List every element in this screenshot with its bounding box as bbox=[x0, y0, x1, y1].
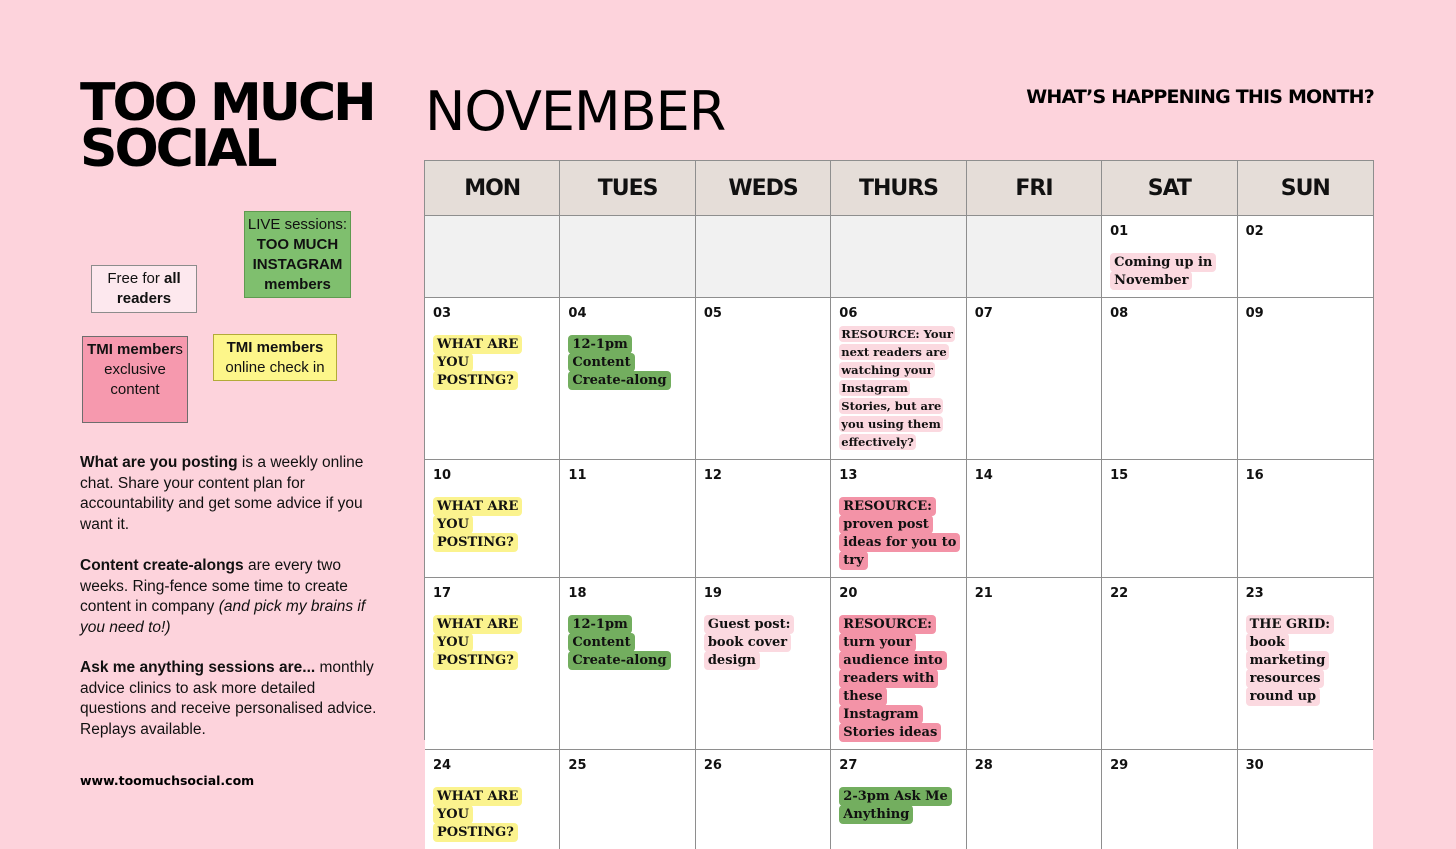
calendar-day-cell[interactable] bbox=[1102, 578, 1237, 750]
calendar-day-cell[interactable] bbox=[831, 216, 966, 298]
month-title: NOVEMBER bbox=[425, 80, 726, 143]
day-number: 11 bbox=[568, 468, 587, 483]
description-text: is a weekly online chat. Share your content plan for accountability and get some advice if you want it. bbox=[80, 454, 364, 533]
brand-logo-text: TOO MUCH SOCIAL bbox=[80, 73, 374, 179]
calendar-day-cell[interactable] bbox=[1102, 216, 1237, 298]
legend-tmi-check-in bbox=[213, 334, 337, 381]
day-header: THURS bbox=[831, 161, 966, 216]
legend-tmi-bold: TMI member bbox=[87, 341, 176, 358]
description-italic: (and pick my brains if you need to!) bbox=[80, 598, 366, 636]
calendar-day-cell[interactable] bbox=[560, 298, 695, 460]
calendar-day-cell[interactable] bbox=[696, 298, 831, 460]
event-label[interactable]: Coming up in November bbox=[1110, 253, 1216, 290]
calendar-day-cell[interactable] bbox=[696, 460, 831, 578]
day-number: 09 bbox=[1245, 306, 1264, 321]
legend-live-bold: TOO MUCH INSTAGRAM members bbox=[252, 236, 343, 293]
calendar-day-cell[interactable] bbox=[696, 750, 831, 849]
day-number: 27 bbox=[839, 758, 858, 773]
day-number: 25 bbox=[568, 758, 587, 773]
day-number: 23 bbox=[1245, 586, 1264, 601]
description-content-create-alongs bbox=[80, 556, 380, 638]
calendar-day-cell[interactable] bbox=[831, 460, 966, 578]
description-bold: What are you posting bbox=[80, 454, 238, 471]
calendar-day-cell[interactable] bbox=[696, 578, 831, 750]
day-number: 14 bbox=[974, 468, 993, 483]
legend-live-sessions bbox=[244, 211, 351, 298]
legend-free-bold: all readers bbox=[116, 270, 181, 307]
day-header: WEDS bbox=[696, 161, 831, 216]
calendar-day-cell[interactable] bbox=[831, 578, 966, 750]
day-number: 13 bbox=[839, 468, 858, 483]
calendar-day-cell[interactable] bbox=[560, 216, 695, 298]
event-label[interactable]: RESOURCE: proven post ideas for you to try bbox=[839, 497, 960, 570]
calendar-day-cell[interactable] bbox=[967, 216, 1102, 298]
calendar-day-cell[interactable] bbox=[967, 460, 1102, 578]
event-label[interactable]: WHAT ARE YOU POSTING? bbox=[433, 615, 522, 670]
day-number: 06 bbox=[839, 306, 858, 321]
day-number: 22 bbox=[1110, 586, 1129, 601]
legend-free-for-all bbox=[91, 265, 197, 313]
calendar-grid bbox=[424, 160, 1374, 840]
day-header: SAT bbox=[1102, 161, 1237, 216]
description-what-are-you-posting bbox=[80, 453, 380, 535]
legend-tmi-exclusive bbox=[82, 336, 188, 423]
calendar-day-cell[interactable] bbox=[831, 298, 966, 460]
day-header: TUES bbox=[560, 161, 695, 216]
day-number: 18 bbox=[568, 586, 587, 601]
description-text: are every two weeks. Ring-fence some time to create content in company bbox=[80, 557, 348, 615]
event-label[interactable]: 12-1pm Content Create-along bbox=[568, 615, 670, 670]
calendar-day-cell[interactable] bbox=[425, 460, 560, 578]
calendar-day-cell[interactable] bbox=[1102, 460, 1237, 578]
event-label[interactable]: THE GRID: book marketing resources round up bbox=[1246, 615, 1334, 706]
calendar-day-cell[interactable] bbox=[560, 750, 695, 849]
day-number: 29 bbox=[1110, 758, 1129, 773]
calendar-day-cell[interactable] bbox=[425, 216, 560, 298]
calendar-day-cell[interactable] bbox=[1238, 216, 1373, 298]
day-number: 30 bbox=[1245, 758, 1264, 773]
day-number: 24 bbox=[433, 758, 452, 773]
event-label[interactable]: WHAT ARE YOU POSTING? bbox=[433, 787, 522, 842]
event-label[interactable]: 2-3pm Ask Me Anything bbox=[839, 787, 951, 824]
day-header: FRI bbox=[967, 161, 1102, 216]
event-label[interactable]: RESOURCE: Your next readers are watching your Instagram Stories, but are you using them effectively? bbox=[841, 327, 953, 449]
day-number: 17 bbox=[433, 586, 452, 601]
event-label[interactable]: WHAT ARE YOU POSTING? bbox=[433, 335, 522, 390]
event-label[interactable]: WHAT ARE YOU POSTING? bbox=[433, 497, 522, 552]
day-number: 19 bbox=[703, 586, 722, 601]
day-number: 05 bbox=[703, 306, 722, 321]
calendar-day-cell[interactable] bbox=[425, 578, 560, 750]
day-number: 20 bbox=[839, 586, 858, 601]
day-number: 02 bbox=[1245, 224, 1264, 239]
calendar-day-cell[interactable] bbox=[831, 750, 966, 849]
description-ask-me-anything bbox=[80, 658, 380, 740]
day-number: 04 bbox=[568, 306, 587, 321]
day-number: 21 bbox=[974, 586, 993, 601]
calendar-day-cell[interactable] bbox=[1102, 750, 1237, 849]
event-label[interactable]: RESOURCE: turn your audience into readers with these Instagram Stories ideas bbox=[839, 615, 946, 742]
calendar-day-cell[interactable] bbox=[967, 578, 1102, 750]
day-number: 28 bbox=[974, 758, 993, 773]
day-number: 15 bbox=[1110, 468, 1129, 483]
calendar-day-cell[interactable] bbox=[967, 298, 1102, 460]
calendar-day-cell[interactable] bbox=[696, 216, 831, 298]
day-number: 03 bbox=[433, 306, 452, 321]
calendar-day-cell[interactable] bbox=[560, 578, 695, 750]
day-number: 08 bbox=[1110, 306, 1129, 321]
event-label[interactable]: 12-1pm Content Create-along bbox=[568, 335, 670, 390]
day-number: 01 bbox=[1110, 224, 1129, 239]
calendar-day-cell[interactable] bbox=[1238, 578, 1373, 750]
day-number: 16 bbox=[1245, 468, 1264, 483]
legend-tmi-rest: s exclusive content bbox=[104, 341, 183, 398]
legend-free-pre: Free for bbox=[107, 270, 164, 287]
calendar-day-cell[interactable] bbox=[967, 750, 1102, 849]
event-label[interactable]: Guest post: book cover design bbox=[704, 615, 795, 670]
day-number: 10 bbox=[433, 468, 452, 483]
day-number: 12 bbox=[703, 468, 722, 483]
calendar-day-cell[interactable] bbox=[1238, 460, 1373, 578]
description-text: monthly advice clinics to ask more detailed questions and receive personalised advice. Replays available. bbox=[80, 659, 377, 738]
calendar-day-cell[interactable] bbox=[1102, 298, 1237, 460]
day-header: SUN bbox=[1238, 161, 1373, 216]
legend-check-bold: TMI members bbox=[226, 339, 324, 356]
day-number: 26 bbox=[703, 758, 722, 773]
calendar-day-cell[interactable] bbox=[1238, 298, 1373, 460]
legend-check-rest: online check in bbox=[225, 359, 325, 376]
legend-live-pre: LIVE sessions: bbox=[247, 216, 348, 233]
whats-happening-heading: WHAT’S HAPPENING THIS MONTH? bbox=[1026, 86, 1374, 108]
calendar-day-cell[interactable] bbox=[560, 460, 695, 578]
day-number: 07 bbox=[974, 306, 993, 321]
calendar-day-cell[interactable] bbox=[425, 750, 560, 849]
day-header: MON bbox=[425, 161, 560, 216]
calendar-day-cell[interactable] bbox=[425, 298, 560, 460]
description-bold: Ask me anything sessions are... bbox=[80, 659, 316, 676]
calendar-day-cell[interactable] bbox=[1238, 750, 1373, 849]
description-bold: Content create-alongs bbox=[80, 557, 244, 574]
footer-website-link[interactable]: www.toomuchsocial.com bbox=[80, 773, 255, 788]
